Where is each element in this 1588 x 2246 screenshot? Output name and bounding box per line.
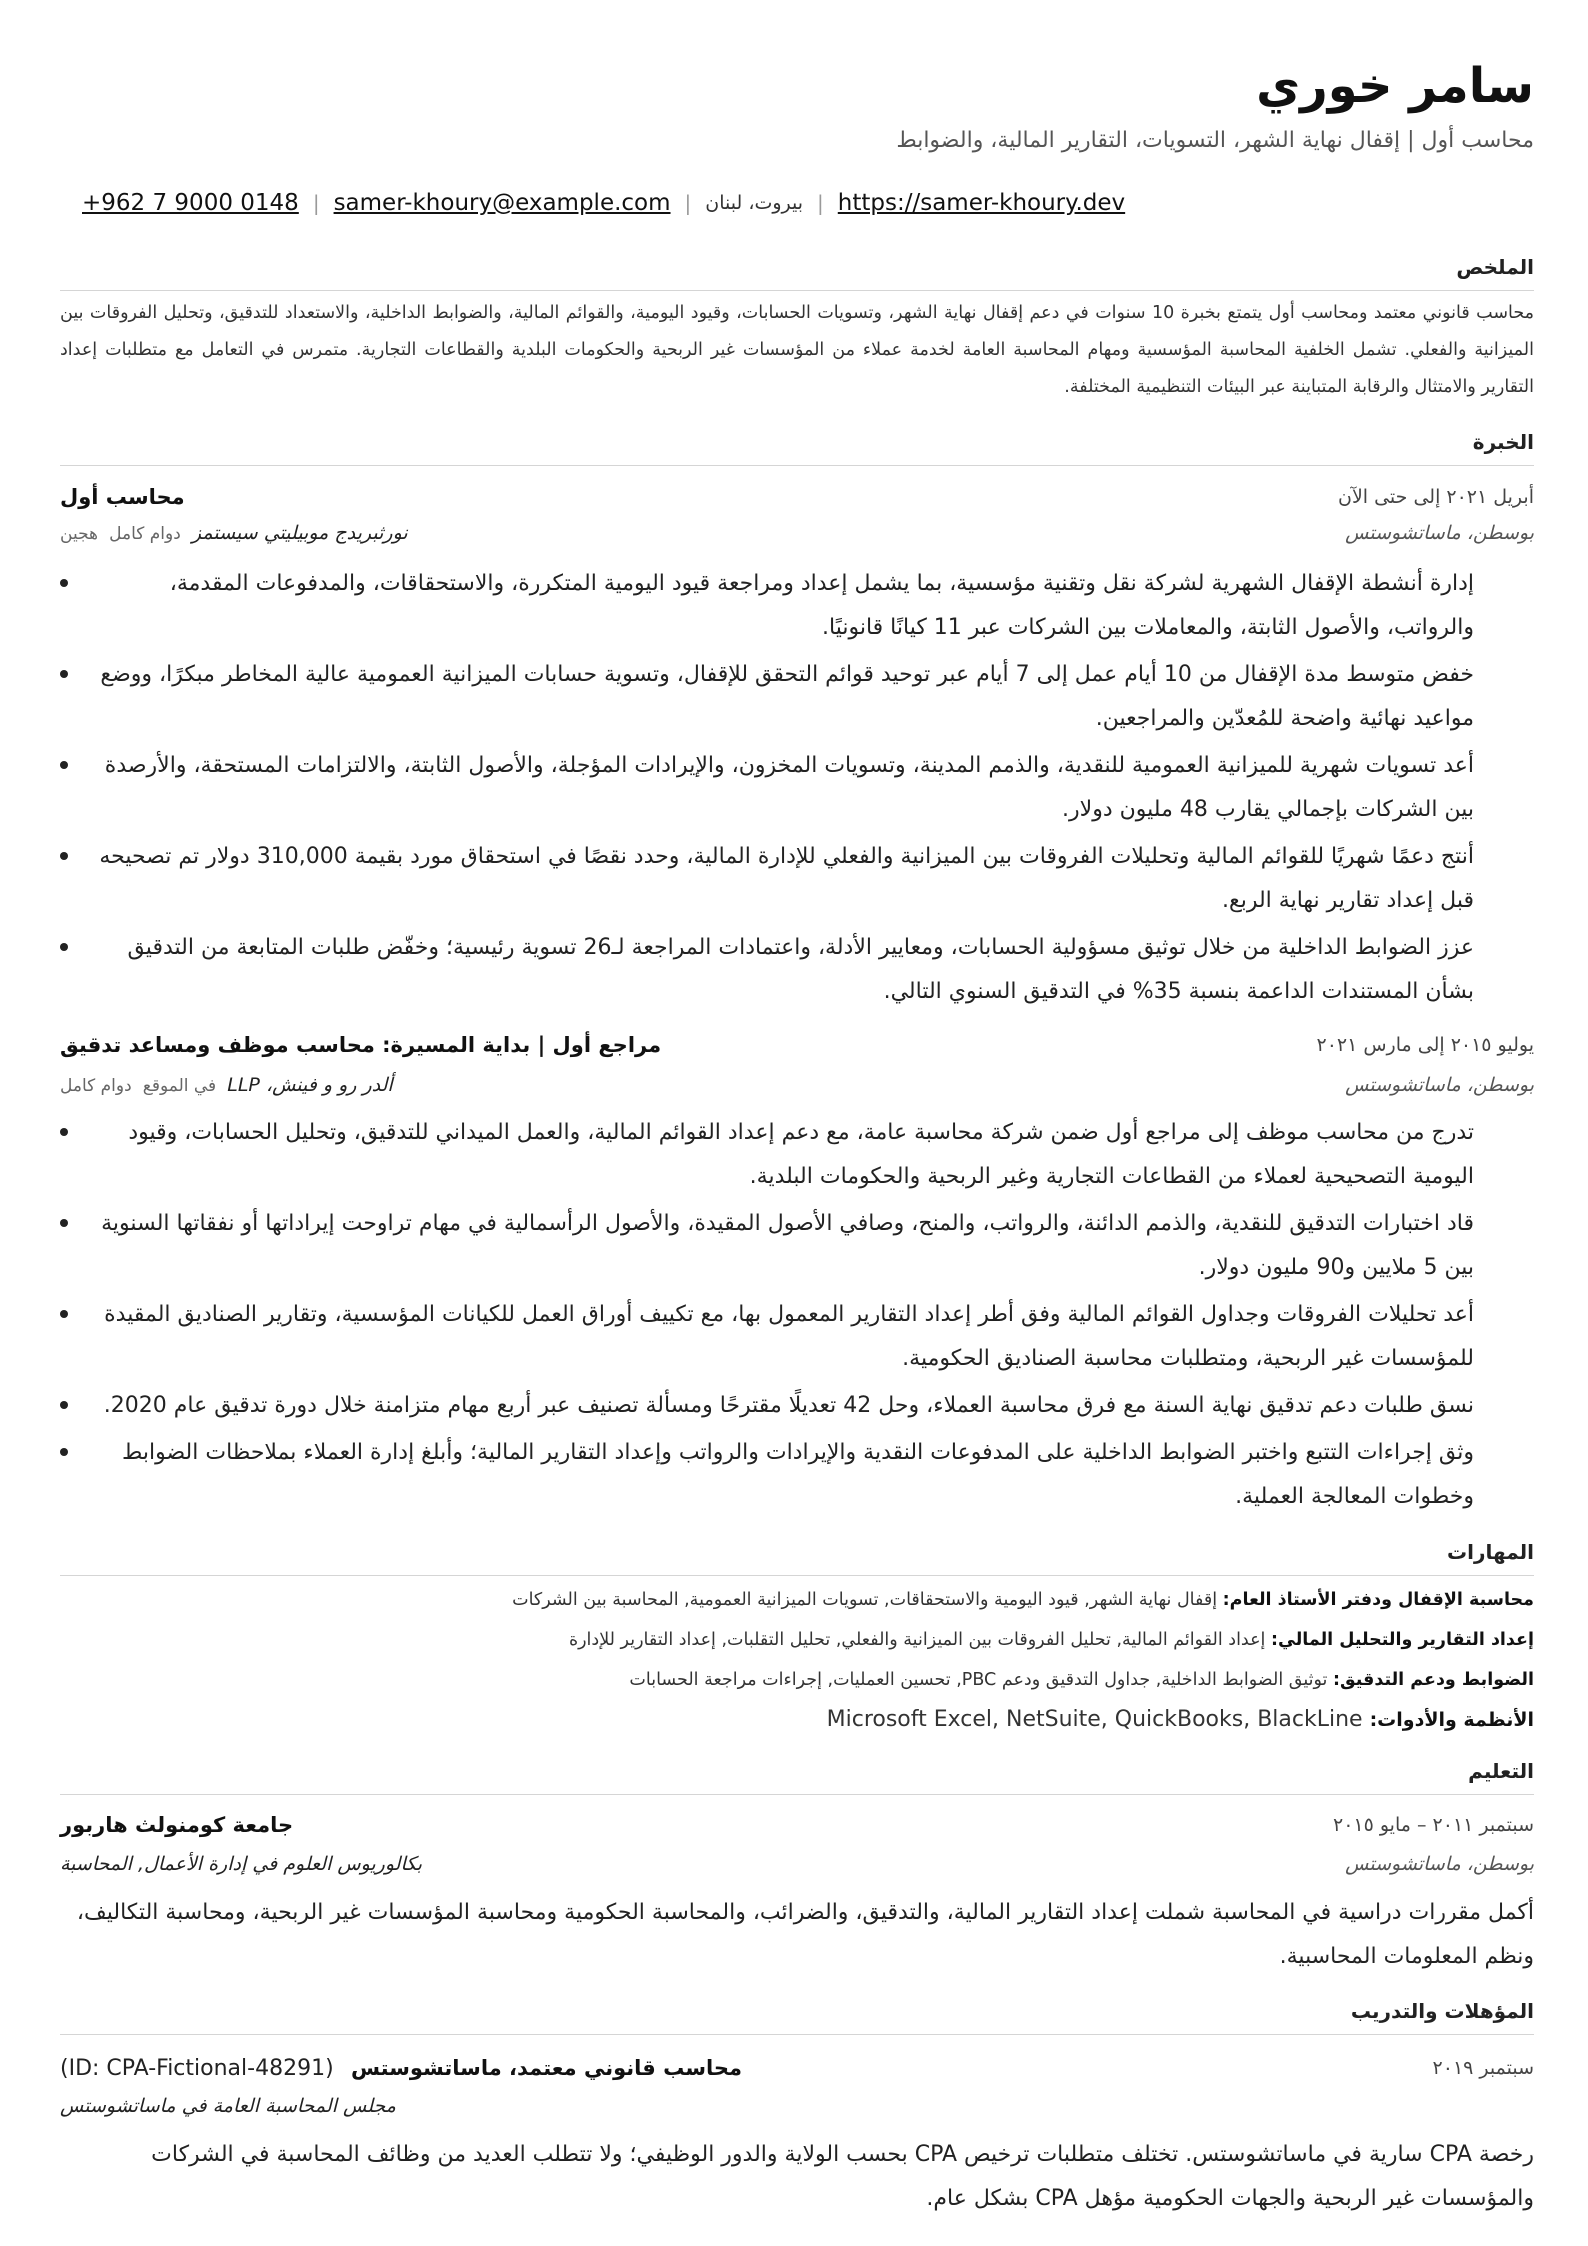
job-1-location: بوسطن، ماساتشوستس [1345, 522, 1534, 544]
certifications-heading: المؤهلات والتدريب [60, 1996, 1534, 2035]
list-item: قاد اختبارات التدقيق للنقدية، والذمم الدائنة، والرواتب، والمنح، وصافي الأصول المقيدة، والأصول الرأسمالية في مهام تراوحت إيراداتها أو نفقاتها السنوية بين 5 ملايين و90 مليون دولار. [60, 1202, 1474, 1290]
job-2-header [60, 1027, 1534, 1063]
list-item: عزز الضوابط الداخلية من خلال توثيق مسؤولية الحسابات، ومعايير الأدلة، واعتمادات المراجعة لـ26 تسوية رئيسية؛ وخفّض طلبات المتابعة من التدقيق بشأن المستندات الداعمة بنسبة 35% في التدقيق السنوي التالي. [60, 926, 1474, 1014]
job-2-company-line [60, 1067, 393, 1104]
job-1-company-line [60, 515, 408, 552]
contact-bar [82, 186, 1125, 220]
certification-name-line [60, 2050, 742, 2087]
email-link[interactable]: samer-khoury@example.com [333, 190, 671, 216]
certification-id: (ID: CPA-Fictional-48291) [60, 2056, 334, 2081]
list-item: أعد تسويات شهرية للميزانية العمومية للنقدية، والذمم المدينة، وتسويات المخزون، والإيرادات المؤجلة، والأصول الثابتة، والالتزامات المستحقة، والأرصدة بين الشركات بإجمالي يقارب 48 مليون دولار. [60, 744, 1474, 832]
job-1-header [60, 479, 1534, 515]
candidate-headline: محاسب أول | إقفال نهاية الشهر، التسويات، التقارير المالية، والضوابط [896, 128, 1534, 153]
summary-heading: الملخص [60, 252, 1534, 291]
job-1-dates: أبريل ٢٠٢١ إلى حتى الآن [1337, 486, 1534, 508]
skill-label: الأنظمة والأدوات: [1369, 1709, 1534, 1731]
certification-date: سبتمبر ٢٠١٩ [1432, 2057, 1534, 2079]
list-item: وثق إجراءات التتبع واختبر الضوابط الداخلية على المدفوعات النقدية والإيرادات والرواتب وإعداد التقارير المالية؛ وأبلغ إدارة العملاء بملاحظات الضوابط وخطوات المعالجة العملية. [60, 1431, 1474, 1519]
contact-separator: | [684, 191, 692, 215]
education-location: بوسطن، ماساتشوستس [1345, 1853, 1534, 1875]
list-item: أعد تحليلات الفروقات وجداول القوائم المالية وفق أطر إعداد التقارير المعمول بها، مع تكييف أوراق العمل للكيانات المؤسسية، وتقارير الصناديق المقيدة للمؤسسات غير الربحية، ومتطلبات محاسبة الصناديق الحكومية. [60, 1293, 1474, 1381]
skill-row [60, 1700, 1534, 1740]
phone-link[interactable]: +962 7 9000 0148 [82, 190, 299, 216]
skill-value: Microsoft Excel, NetSuite, QuickBooks, BlackLine [826, 1707, 1363, 1732]
job-1-bullets [60, 562, 1534, 1017]
location-text: بيروت، لبنان [705, 192, 804, 214]
skill-label: إعداد التقارير والتحليل المالي: [1271, 1630, 1534, 1650]
job-2-location: بوسطن، ماساتشوستس [1345, 1074, 1534, 1096]
skill-value: إقفال نهاية الشهر, قيود اليومية والاستحقاقات, تسويات الميزانية العمومية, المحاسبة بين الشركات [512, 1590, 1218, 1610]
list-item: أنتج دعمًا شهريًا للقوائم المالية وتحليلات الفروقات بين الميزانية والفعلي للإدارة المالية، وحدد نقصًا في استحقاق مورد بقيمة 310,000 دولار تم تصحيحه قبل إعداد تقارير نهاية الربع. [60, 835, 1474, 923]
skill-row [60, 1660, 1534, 1700]
certification-subheader [60, 2088, 1534, 2124]
skill-value: توثيق الضوابط الداخلية, جداول التدقيق ودعم PBC, تحسين العمليات, إجراءات مراجعة الحسابات [629, 1670, 1328, 1690]
skill-label: الضوابط ودعم التدقيق: [1332, 1670, 1534, 1690]
job-2-company: ألدر رو و فينش، LLP [227, 1074, 393, 1096]
certification-header [60, 2050, 1534, 2086]
education-heading: التعليم [60, 1756, 1534, 1795]
education-description: أكمل مقررات دراسية في المحاسبة شملت إعداد التقارير المالية، والتدقيق، والضرائب، والمحاسبة الحكومية ومحاسبة المؤسسات غير الربحية، ومحاسبة التكاليف، ونظم المعلومات المحاسبية. [76, 1900, 1534, 1969]
job-1-company: نورثبريدج موبيليتي سيستمز [191, 522, 408, 544]
contact-separator: | [817, 191, 824, 215]
job-2-employment: دوام كامل [60, 1076, 132, 1096]
experience-heading: الخبرة [60, 427, 1534, 466]
education-header [60, 1807, 1534, 1843]
website-link[interactable]: https://samer-khoury.dev [837, 190, 1126, 216]
skills-heading: المهارات [60, 1537, 1534, 1576]
education-subheader [60, 1846, 1534, 1882]
skill-label: محاسبة الإقفال ودفتر الأستاذ العام: [1222, 1590, 1534, 1610]
job-2-dates: يوليو ٢٠١٥ إلى مارس ٢٠٢١ [1316, 1034, 1534, 1056]
contact-separator: | [312, 191, 320, 215]
list-item: خفض متوسط مدة الإقفال من 10 أيام عمل إلى 7 أيام عبر توحيد قوائم التحقق للإقفال، وتسوية حسابات الميزانية العمومية عالية المخاطر مبكرًا، ووضع مواعيد نهائية واضحة للمُعدّين والمراجعين. [60, 653, 1474, 741]
job-2-bullets [60, 1111, 1534, 1522]
certification-issuer: مجلس المحاسبة العامة في ماساتشوستس [60, 2095, 396, 2117]
skills-list [60, 1580, 1534, 1740]
job-2-title: مراجع أول | بداية المسيرة: محاسب موظف ومساعد تدقيق [60, 1033, 662, 1057]
job-2-mode: في الموقع [142, 1076, 217, 1096]
certification-description: رخصة CPA سارية في ماساتشوستس. تختلف متطلبات ترخيص CPA بحسب الولاية والدور الوظيفي؛ ولا تتطلب العديد من وظائف المحاسبة في الشركات والمؤسسات غير الربحية والجهات الحكومية مؤهل CPA بشكل عام. [151, 2142, 1534, 2211]
job-1-employment: دوام كامل [109, 524, 181, 544]
resume-page [60, 0, 1534, 2246]
job-1-subheader [60, 515, 1534, 551]
list-item: إدارة أنشطة الإقفال الشهرية لشركة نقل وتقنية مؤسسية، بما يشمل إعداد ومراجعة قيود اليومية المتكررة، والاستحقاقات، والمدفوعات المقدمة، والرواتب، والأصول الثابتة، والمعاملات بين الشركات عبر 11 كيانًا قانونيًا. [60, 562, 1474, 650]
job-1-mode: هجين [60, 524, 99, 544]
skill-value: إعداد القوائم المالية, تحليل الفروقات بين الميزانية والفعلي, تحليل التقلبات, إعداد التقارير للإدارة [568, 1630, 1266, 1650]
skill-row [60, 1580, 1534, 1620]
job-1-title: محاسب أول [60, 485, 185, 509]
education-dates: سبتمبر ٢٠١١ – مايو ٢٠١٥ [1333, 1814, 1534, 1836]
education-school: جامعة كومنولث هاربور [60, 1813, 294, 1837]
list-item: نسق طلبات دعم تدقيق نهاية السنة مع فرق محاسبة العملاء، وحل 42 تعديلًا مقترحًا ومسألة تصنيف عبر أربع مهام متزامنة خلال دورة تدقيق عام 2020. [60, 1384, 1474, 1428]
education-degree: بكالوريوس العلوم في إدارة الأعمال, المحاسبة [60, 1853, 423, 1875]
certification-name: محاسب قانوني معتمد، ماساتشوستس [350, 2056, 742, 2080]
job-2-subheader [60, 1067, 1534, 1103]
candidate-name: سامر خوري [1256, 58, 1534, 114]
summary-text: محاسب قانوني معتمد ومحاسب أول يتمتع بخبرة 10 سنوات في دعم إقفال نهاية الشهر، وتسويات الحسابات، وقيود اليومية، والقوائم المالية، والضوابط الداخلية، والاستعداد للتدقيق، وتحليل الفروقات بين الميزانية والفعلي. تشمل الخلفية المحاسبة المؤسسية ومهام المحاسبة العامة لخدمة عملاء من المؤسسات غير الربحية والحكومات البلدية والقطاعات التجارية. متمرس في التعامل مع متطلبات إعداد التقارير والامتثال والرقابة المتباينة عبر البيئات التنظيمية المختلفة. [60, 303, 1534, 397]
skill-row [60, 1620, 1534, 1660]
list-item: تدرج من محاسب موظف إلى مراجع أول ضمن شركة محاسبة عامة، مع دعم إعداد القوائم المالية، والعمل الميداني للتدقيق، وتحليل الحسابات، وقيود اليومية التصحيحية لعملاء من القطاعات التجارية وغير الربحية والحكومات البلدية. [60, 1111, 1474, 1199]
